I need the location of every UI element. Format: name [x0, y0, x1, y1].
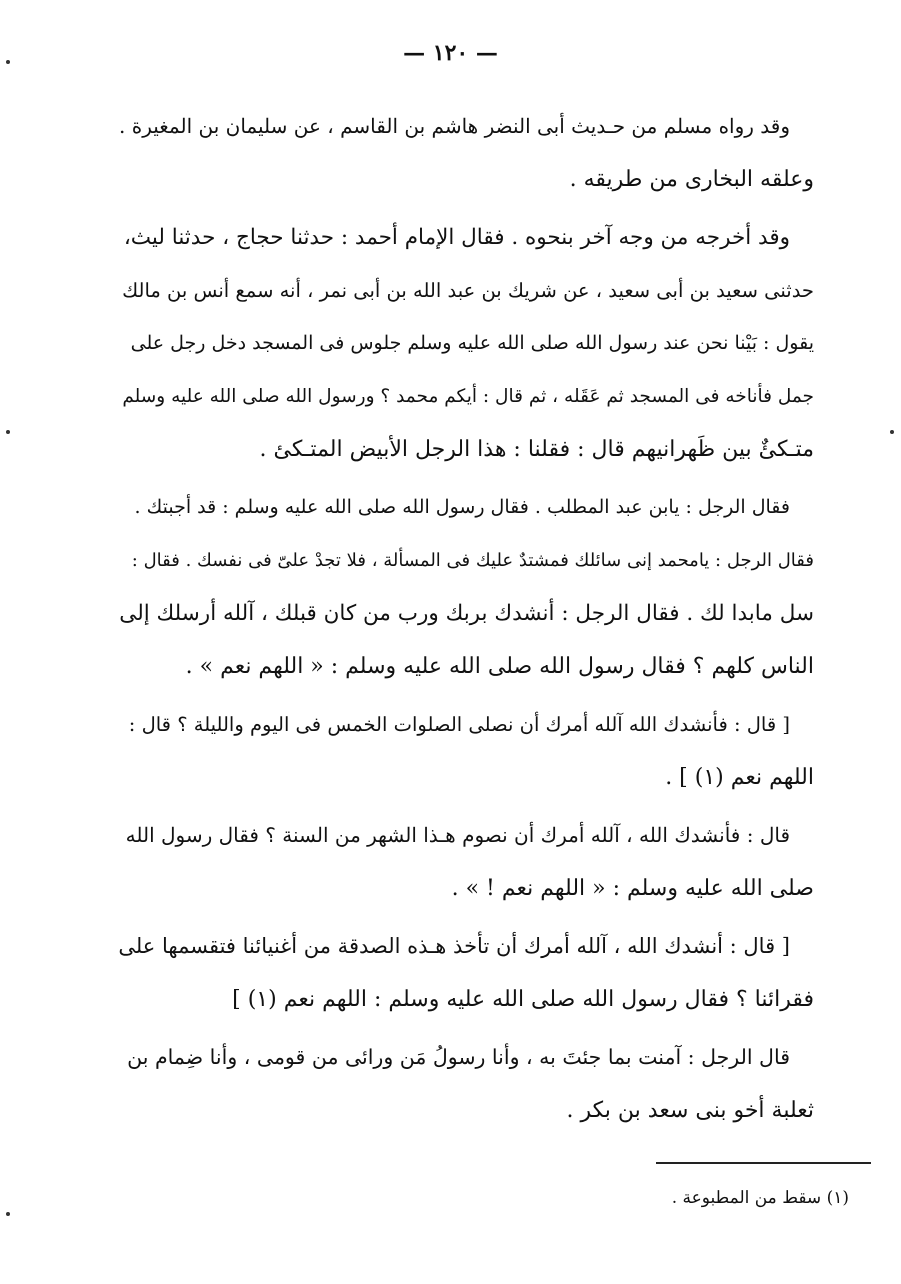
paragraph-4: [118, 698, 838, 804]
text-line: حدثنى سعيد بن أبى سعيد ، عن شريك بن عبد الله بن أبى نمر ، أنه سمع أنس بن مالك: [122, 279, 814, 302]
text-line: فقرائنا ؟ فقال رسول الله صلى الله عليه وسلم : اللهم نعم (١) ]: [232, 987, 814, 1012]
text-line: وقد رواه مسلم من حـديث أبى النضر هاشم بن القاسم ، عن سليمان بن المغيرة .: [119, 114, 790, 138]
text-line: يقول : بَيْنا نحن عند رسول الله صلى الله عليه وسلم جلوس فى المسجد دخل رجل على: [130, 332, 814, 354]
paragraph-1: [118, 100, 838, 206]
text-line: جمل فأناخه فى المسجد ثم عَقَله ، ثم قال : أيكم محمد ؟ ورسول الله صلى الله عليه وسلم: [122, 386, 814, 407]
paragraph-5: [118, 809, 838, 915]
text-line: فقال الرجل : يامحمد إنى سائلك فمشتدٌ عليك فى المسألة ، فلا تجدْ علىّ فى نفسك . فقال :: [131, 550, 814, 571]
text-line: صلى الله عليه وسلم : « اللهم نعم ! » .: [451, 876, 814, 901]
text-line: [ قال : أنشدك الله ، آلله أمرك أن تأخذ هـذه الصدقة من أغنيائنا فتقسمها على: [118, 934, 790, 958]
scan-mark: [6, 60, 10, 64]
footnote: (١) سقط من المطبوعة .: [671, 1188, 849, 1208]
text-line: قال الرجل : آمنت بما جئتَ به ، وأنا رسولُ مَن ورائى من قومى ، وأنا ضِمام بن: [127, 1045, 790, 1069]
text-line: اللهم نعم (١) ] .: [665, 765, 814, 790]
footnote-divider: [656, 1162, 871, 1164]
text-line: [ قال : فأنشدك الله آلله أمرك أن نصلى الصلوات الخمس فى اليوم والليلة ؟ قال :: [128, 713, 790, 736]
scan-mark: [6, 1212, 10, 1216]
paragraph-7: [118, 1031, 838, 1137]
scan-mark: [890, 430, 894, 434]
text-line: وعلقه البخارى من طريقه .: [569, 167, 814, 192]
paragraph-3: [118, 481, 838, 693]
text-line: وقد أخرجه من وجه آخر بنحوه . فقال الإمام أحمد : حدثنا حجاج ، حدثنا ليث،: [123, 225, 790, 250]
text-line: ثعلبة أخو بنى سعد بن بكر .: [566, 1098, 814, 1123]
paragraph-6: [118, 920, 838, 1026]
text-line: متـكئٌ بين ظَهرانيهم قال : فقلنا : هذا الرجل الأبيض المتـكئ .: [259, 437, 814, 462]
paragraph-2: [118, 211, 838, 476]
scan-mark: [6, 430, 10, 434]
page-number: — ١٢٠ —: [403, 40, 498, 66]
text-line: سل مابدا لك . فقال الرجل : أنشدك بربك ورب من كان قبلك ، آلله أرسلك إلى: [119, 601, 814, 626]
body-text: [118, 100, 838, 1142]
text-line: فقال الرجل : يابن عبد المطلب . فقال رسول الله صلى الله عليه وسلم : قد أجبتك .: [134, 496, 790, 518]
text-line: قال : فأنشدك الله ، آلله أمرك أن نصوم هـذا الشهر من السنة ؟ فقال رسول الله: [125, 823, 790, 847]
text-line: الناس كلهم ؟ فقال رسول الله صلى الله عليه وسلم : « اللهم نعم » .: [185, 654, 814, 679]
